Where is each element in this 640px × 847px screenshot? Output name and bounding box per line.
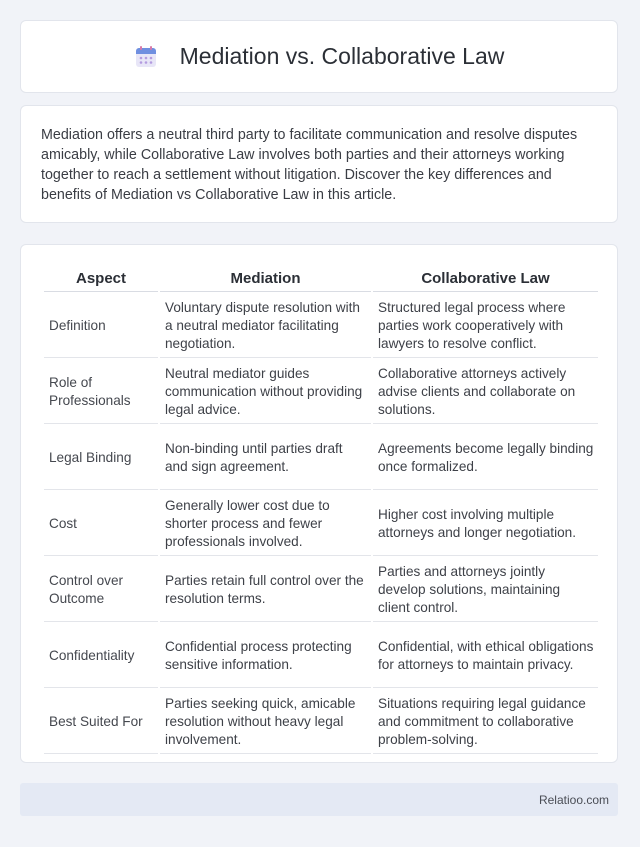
- table-header-row: [44, 267, 598, 292]
- mediation-cell: Neutral mediator guides communication without providing legal advice.: [160, 360, 371, 424]
- mediation-cell: Generally lower cost due to shorter process and fewer professionals involved.: [160, 492, 371, 556]
- title-card: [20, 20, 618, 93]
- table-row: [44, 492, 598, 556]
- calendar-icon: [134, 45, 158, 69]
- page-title: Mediation vs. Collaborative Law: [179, 43, 505, 69]
- header-mediation: Mediation: [160, 267, 371, 292]
- collaborative-cell: Collaborative attorneys actively advise clients and collaborate on solutions.: [373, 360, 598, 424]
- aspect-cell: Definition: [44, 294, 158, 358]
- collaborative-cell: Parties and attorneys jointly develop solutions, maintaining client control.: [373, 558, 598, 622]
- footer: [20, 783, 618, 816]
- header-aspect: Aspect: [44, 267, 158, 292]
- intro-text: Mediation offers a neutral third party to facilitate communication and resolve disputes amicably, while Collaborative Law involves both parties and their attorneys working together to reach a settlement without litigation. Discover the key differences and benefits of Mediation vs Collaborative Law in this article.: [41, 127, 578, 203]
- aspect-cell: Best Suited For: [44, 690, 158, 754]
- aspect-cell: Legal Binding: [44, 426, 158, 490]
- aspect-cell: Control over Outcome: [44, 558, 158, 622]
- mediation-cell: Confidential process protecting sensitive information.: [160, 624, 371, 688]
- collaborative-cell: Situations requiring legal guidance and commitment to collaborative problem-solving.: [373, 690, 598, 754]
- header-collaborative-law: Collaborative Law: [373, 267, 598, 292]
- table-row: [44, 690, 598, 754]
- mediation-cell: Voluntary dispute resolution with a neutral mediator facilitating negotiation.: [160, 294, 371, 358]
- mediation-cell: Non-binding until parties draft and sign agreement.: [160, 426, 371, 490]
- table-row: [44, 558, 598, 622]
- aspect-cell: Role of Professionals: [44, 360, 158, 424]
- collaborative-cell: Confidential, with ethical obligations for attorneys to maintain privacy.: [373, 624, 598, 688]
- intro-card: [20, 105, 618, 223]
- comparison-table: [42, 265, 600, 756]
- collaborative-cell: Agreements become legally binding once formalized.: [373, 426, 598, 490]
- collaborative-cell: Higher cost involving multiple attorneys and longer negotiation.: [373, 492, 598, 556]
- table-row: [44, 624, 598, 688]
- collaborative-cell: Structured legal process where parties work cooperatively with lawyers to resolve conflict.: [373, 294, 598, 358]
- aspect-cell: Cost: [44, 492, 158, 556]
- footer-site-link[interactable]: Relatioo.com: [538, 792, 609, 807]
- table-row: [44, 426, 598, 490]
- aspect-cell: Confidentiality: [44, 624, 158, 688]
- mediation-cell: Parties retain full control over the resolution terms.: [160, 558, 371, 622]
- comparison-table-card: [20, 244, 618, 763]
- mediation-cell: Parties seeking quick, amicable resolution without heavy legal involvement.: [160, 690, 371, 754]
- table-row: [44, 360, 598, 424]
- table-row: [44, 294, 598, 358]
